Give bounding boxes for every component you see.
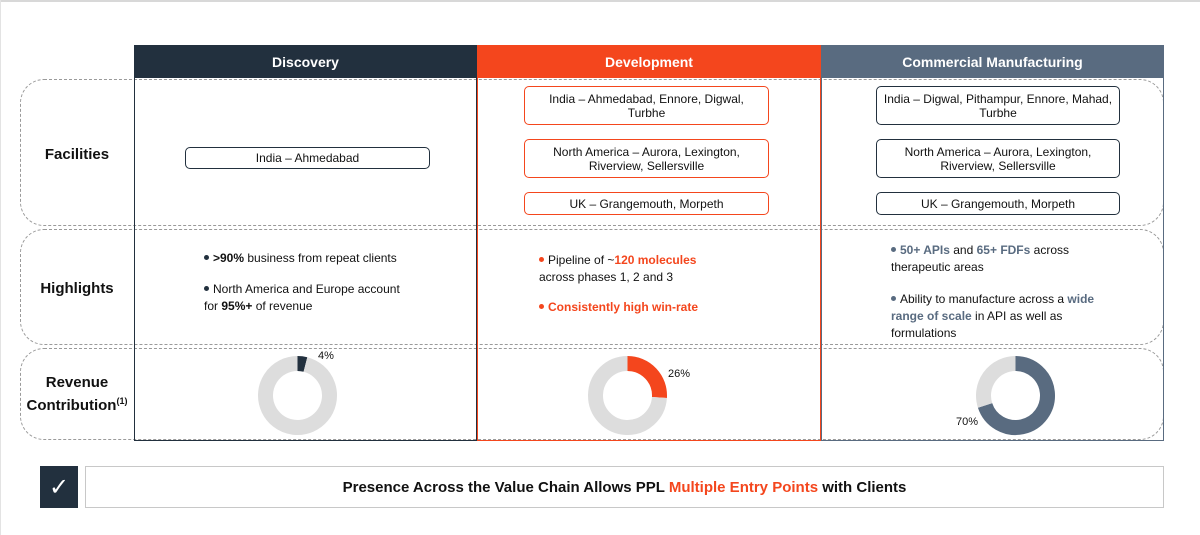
- donut-chart-commercial: [973, 353, 1058, 438]
- donut-slice-other: [266, 364, 330, 428]
- revenue-label-text: Contribution: [26, 397, 117, 414]
- highlight-development-1: [539, 252, 714, 286]
- revenue-label-line2: [27, 392, 128, 415]
- facility-commercial-uk: UK – Grangemouth, Morpeth: [876, 192, 1120, 215]
- donut-chart-development: [585, 353, 670, 438]
- highlight-text: Ability to manufacture across a: [900, 292, 1068, 306]
- highlight-text: of revenue: [252, 299, 313, 313]
- row-label-revenue: [20, 372, 134, 416]
- highlight-bold: Consistently high win-rate: [548, 300, 699, 314]
- highlight-bold: 65+ FDFs: [976, 243, 1031, 257]
- highlight-bold: 50+ APIs: [900, 243, 950, 257]
- donut-chart-discovery: [255, 353, 340, 438]
- highlight-text: North America and Europe account for: [204, 282, 400, 313]
- highlight-text: Pipeline of ~: [548, 253, 615, 267]
- highlight-bold: wide range of scale: [891, 292, 1095, 323]
- donut-label-development: 26%: [668, 368, 691, 380]
- highlight-text: and: [949, 243, 977, 257]
- highlight-bold: 120 molecules: [614, 253, 697, 267]
- revenue-label-line1: Revenue: [45, 374, 109, 391]
- bullet-dot: [204, 255, 209, 260]
- bullet-dot: [891, 296, 896, 301]
- check-icon: ✓: [40, 466, 78, 508]
- row-label-facilities: Facilities: [44, 145, 110, 163]
- donut-label-discovery: 4%: [318, 350, 334, 362]
- left-rule: [0, 0, 1, 535]
- donut-label-commercial: 70%: [956, 416, 979, 428]
- donut-slice-discovery: [298, 364, 306, 365]
- revenue-footnote: (1): [116, 396, 128, 406]
- highlight-text: business from repeat clients: [244, 251, 397, 265]
- banner-text-end: with Clients: [818, 478, 907, 496]
- donut-slice-development: [628, 364, 660, 398]
- highlight-discovery-1: [204, 250, 444, 267]
- facility-development-uk: UK – Grangemouth, Morpeth: [524, 192, 769, 215]
- facility-commercial-north-america: North America – Aurora, Lexington, Riverview, Sellersville: [876, 139, 1120, 178]
- facility-development-north-america: North America – Aurora, Lexington, Riverview, Sellersville: [524, 139, 769, 178]
- facility-commercial-india: India – Digwal, Pithampur, Ennore, Mahad, Turbhe: [876, 86, 1120, 125]
- highlight-text: across phases 1, 2 and 3: [539, 270, 674, 284]
- bullet-dot: [539, 257, 544, 262]
- banner-text: Presence Across the Value Chain Allows PPL: [342, 478, 669, 496]
- highlight-bold: 95%+: [221, 299, 253, 313]
- bullet-dot: [204, 286, 209, 291]
- top-rule: [0, 0, 1200, 2]
- header-commercial-manufacturing: Commercial Manufacturing: [821, 45, 1164, 78]
- highlight-text: across therapeutic areas: [891, 243, 1070, 274]
- donut-slice-other: [984, 364, 1016, 406]
- highlight-discovery-2: [204, 281, 414, 315]
- header-development: Development: [477, 45, 821, 78]
- facility-development-india: India – Ahmedabad, Ennore, Digwal, Turbhe: [524, 86, 769, 125]
- highlight-development-2: [539, 299, 779, 316]
- bullet-dot: [891, 247, 896, 252]
- row-label-highlights: Highlights: [40, 279, 114, 297]
- highlight-commercial-2: [891, 291, 1106, 342]
- highlight-bold: >90%: [213, 251, 245, 265]
- conclusion-banner: [85, 466, 1164, 508]
- bullet-dot: [539, 304, 544, 309]
- header-discovery: Discovery: [134, 45, 477, 78]
- highlight-text: in API as well as formulations: [891, 309, 1063, 340]
- highlight-commercial-1: [891, 242, 1091, 276]
- banner-highlight: Multiple Entry Points: [668, 478, 819, 496]
- facility-discovery-india: India – Ahmedabad: [185, 147, 430, 169]
